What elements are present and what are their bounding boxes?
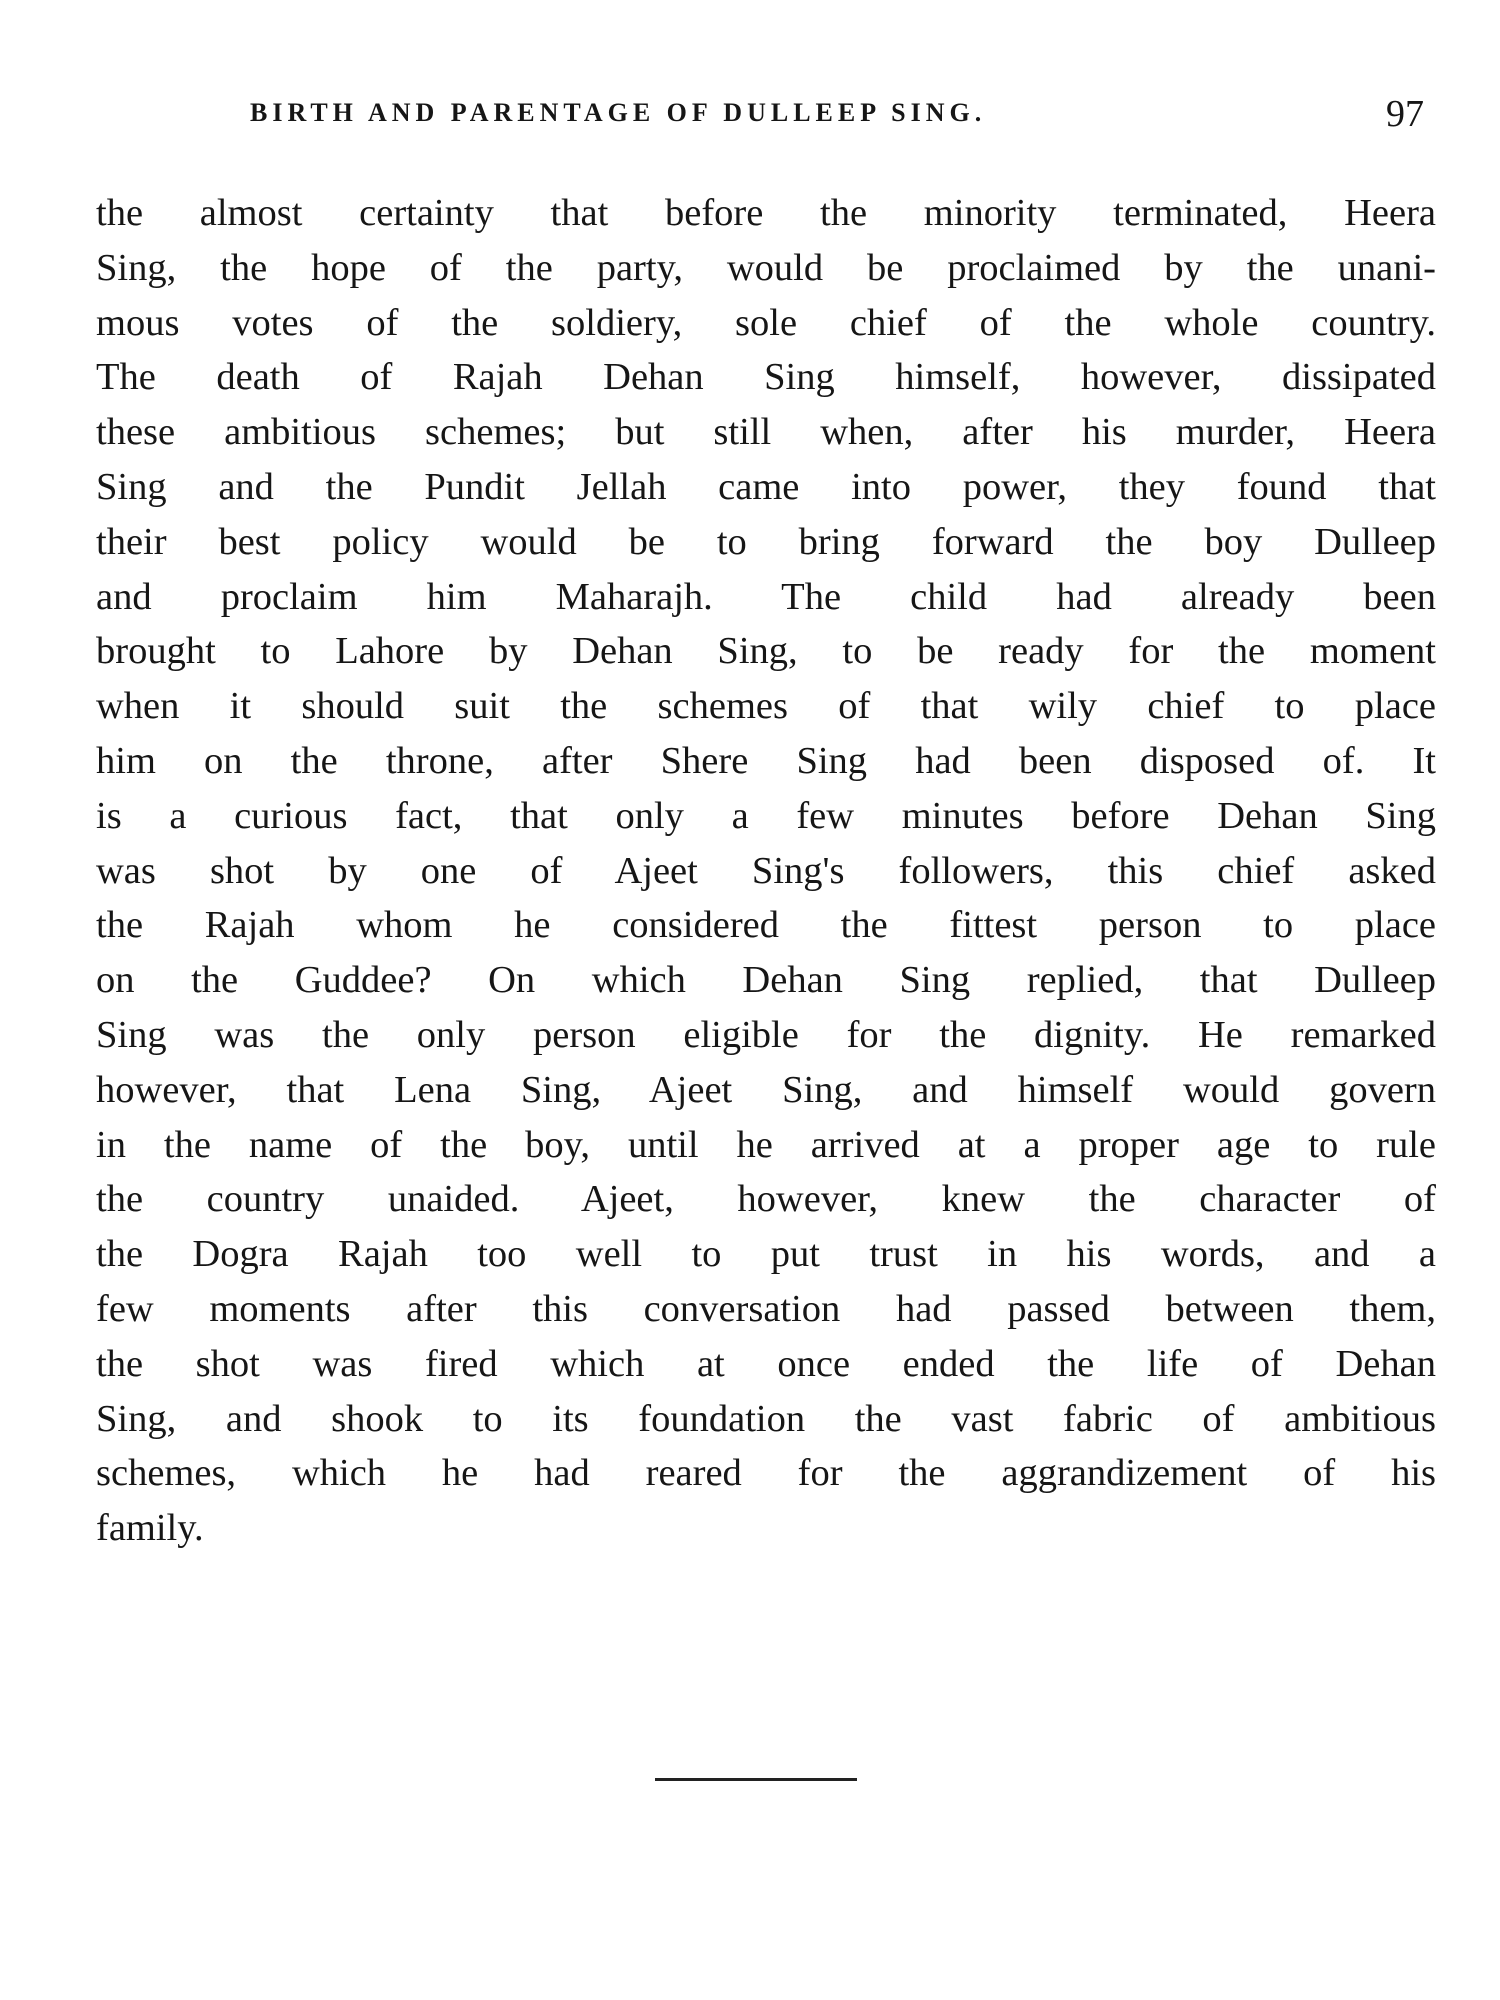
text-line: the country unaided. Ajeet, however, knew the character of [96, 1178, 1436, 1221]
text-line: mous votes of the soldiery, sole chief of the whole country. [96, 301, 1436, 344]
text-line: Sing, the hope of the party, would be proclaimed by the unani- [96, 246, 1436, 289]
body-text [96, 186, 1436, 1556]
text-line: when it should suit the schemes of that wily chief to place [96, 685, 1436, 728]
text-line: schemes, which he had reared for the aggrandizement of his [96, 1452, 1436, 1495]
text-line: was shot by one of Ajeet Sing's followers, this chief asked [96, 849, 1436, 892]
text-line: few moments after this conversation had passed between them, [96, 1287, 1436, 1330]
text-line-last: family. [96, 1507, 204, 1550]
running-head: BIRTH AND PARENTAGE OF DULLEEP SING. [250, 98, 987, 127]
text-line: their best policy would be to bring forward the boy Dulleep [96, 520, 1436, 563]
page-number: 97 [1386, 93, 1424, 135]
section-end-rule [655, 1778, 857, 1781]
text-line: these ambitious schemes; but still when, after his murder, Heera [96, 411, 1436, 454]
text-line: him on the throne, after Shere Sing had been disposed of. It [96, 739, 1436, 782]
text-line: is a curious fact, that only a few minutes before Dehan Sing [96, 794, 1436, 837]
text-line: The death of Rajah Dehan Sing himself, however, dissipated [96, 356, 1436, 399]
text-line: Sing, and shook to its foundation the vast fabric of ambitious [96, 1397, 1436, 1440]
text-line: in the name of the boy, until he arrived at a proper age to rule [96, 1123, 1436, 1166]
text-line: the Dogra Rajah too well to put trust in his words, and a [96, 1233, 1436, 1276]
text-line: the shot was fired which at once ended the life of Dehan [96, 1342, 1436, 1385]
text-line: brought to Lahore by Dehan Sing, to be ready for the moment [96, 630, 1436, 673]
text-line: Sing was the only person eligible for the dignity. He remarked [96, 1013, 1436, 1056]
text-line: on the Guddee? On which Dehan Sing replied, that Dulleep [96, 959, 1436, 1002]
text-line: the Rajah whom he considered the fittest person to place [96, 904, 1436, 947]
text-line: the almost certainty that before the minority terminated, Heera [96, 192, 1436, 234]
text-line: and proclaim him Maharajh. The child had already been [96, 575, 1436, 618]
text-line: however, that Lena Sing, Ajeet Sing, and himself would govern [96, 1068, 1436, 1111]
text-line: Sing and the Pundit Jellah came into power, they found that [96, 465, 1436, 508]
